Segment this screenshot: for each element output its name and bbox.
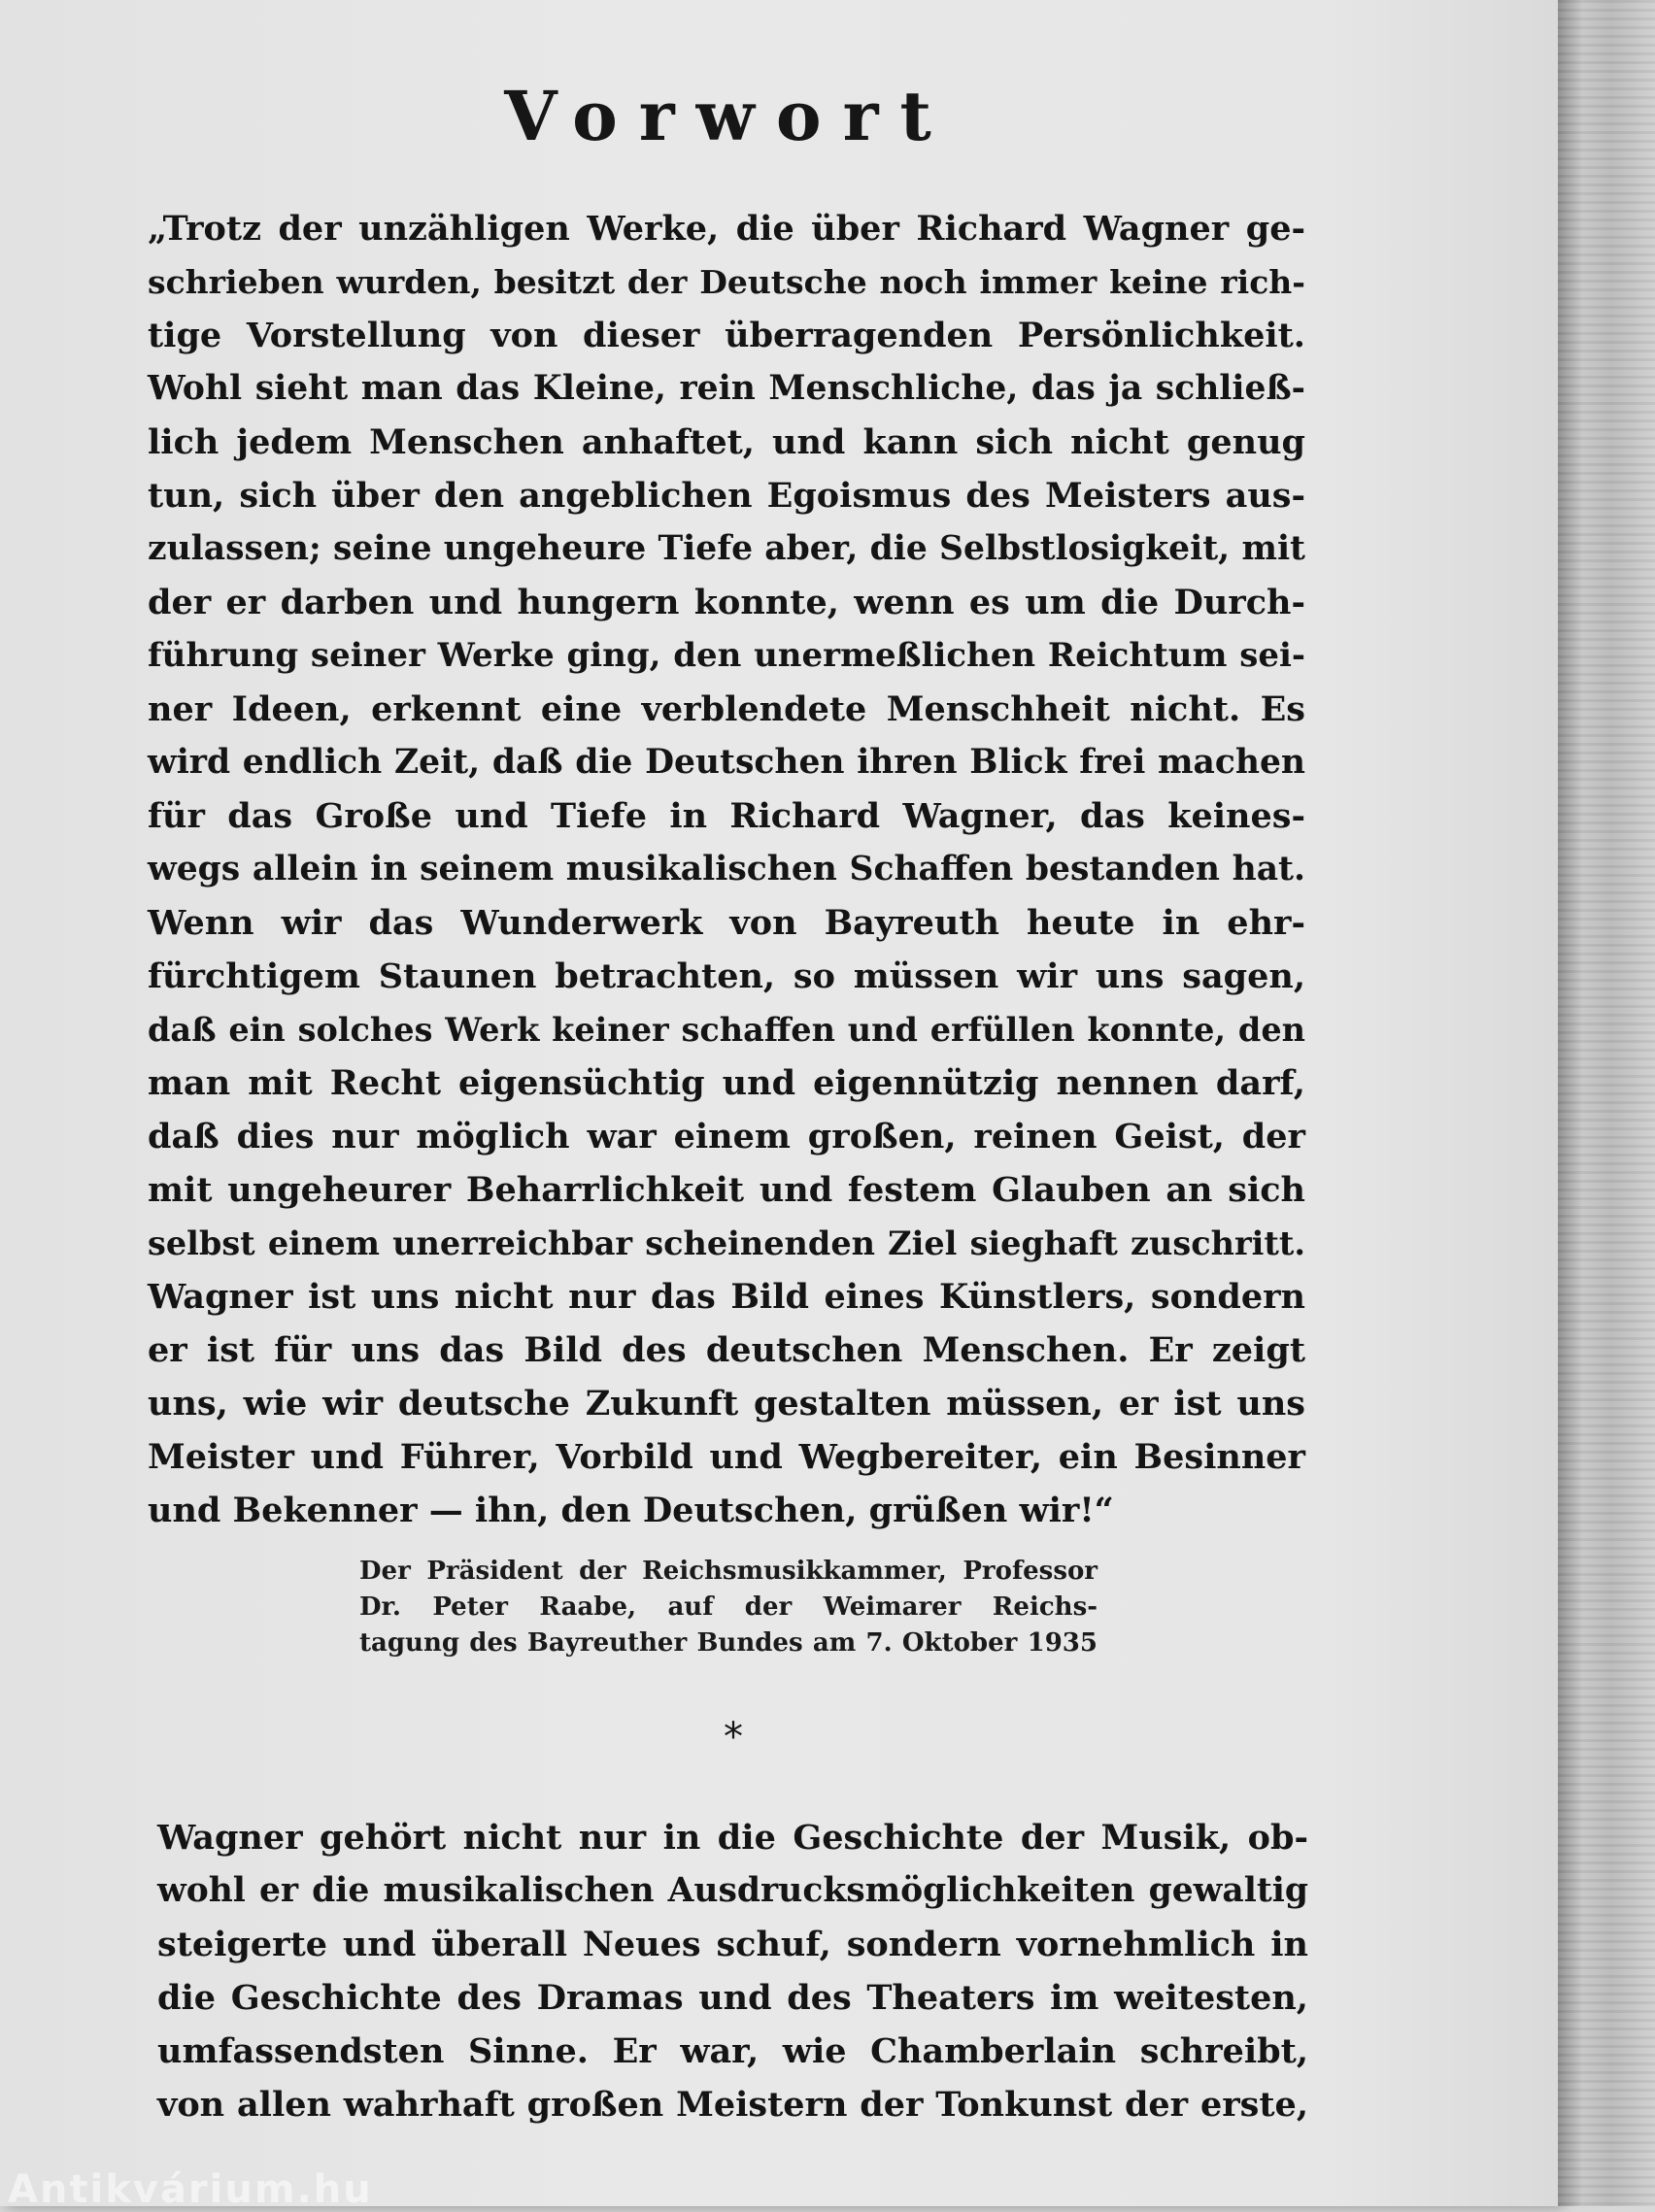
book-page-edge [1558, 0, 1655, 2206]
body-line: Wagner gehört nicht nur in die Geschichte der Musik, ob- [157, 1818, 1308, 1858]
quote-line: und Bekenner — ihn, den Deutschen, grüßen wir!“ [148, 1491, 1114, 1530]
section-separator: * [724, 1715, 743, 1760]
quote-line: mit ungeheurer Beharrlichkeit und festem Glauben an sich [148, 1170, 1305, 1210]
body-paragraph [157, 1811, 1308, 2131]
quote-line: fürchtigem Staunen betrachten, so müssen wir uns sagen, [148, 956, 1305, 996]
quote-line: ner Ideen, erkennt eine verblendete Menschheit nicht. Es [148, 689, 1305, 729]
quote-line: führung seiner Werke ging, den unermeßlichen Reichtum sei- [148, 636, 1305, 675]
quote-line: Wohl sieht man das Kleine, rein Menschliche, das ja schließ- [148, 369, 1305, 408]
quote-line: der er darben und hungern konnte, wenn es um die Durch- [148, 583, 1305, 622]
quote-line: uns, wie wir deutsche Zukunft gestalten müssen, er ist uns [148, 1384, 1305, 1424]
quote-paragraph [148, 202, 1305, 1537]
body-line: wohl er die musikalischen Ausdrucksmöglichkeiten gewaltig [157, 1871, 1308, 1910]
quote-line: tige Vorstellung von dieser überragenden Persönlichkeit. [148, 316, 1305, 355]
quote-line: zulassen; seine ungeheure Tiefe aber, die Selbstlosigkeit, mit [148, 529, 1305, 568]
quote-line: selbst einem unerreichbar scheinenden Ziel sieghaft zuschritt. [148, 1224, 1305, 1262]
quote-line: wird endlich Zeit, daß die Deutschen ihren Blick frei machen [148, 743, 1305, 782]
quote-line: lich jedem Menschen anhaftet, und kann sich nicht genug [148, 422, 1305, 462]
citation-line: Der Präsident der Reichsmusikkammer, Professor [359, 1557, 1098, 1586]
quote-line: tun, sich über den angeblichen Egoismus des Meisters aus- [148, 476, 1305, 516]
quote-line: schrieben wurden, besitzt der Deutsche noch immer keine rich- [148, 263, 1305, 301]
body-line: von allen wahrhaft großen Meistern der Tonkunst der erste, [157, 2085, 1308, 2125]
quote-citation [359, 1554, 1098, 1661]
quote-line: wegs allein in seinem musikalischen Schaffen bestanden hat. [148, 850, 1305, 888]
body-line: steigerte und überall Neues schuf, sondern vornehmlich in [157, 1925, 1308, 1964]
quote-line: man mit Recht eigensüchtig und eigennützig nennen darf, [148, 1063, 1305, 1103]
quote-line: Wenn wir das Wunderwerk von Bayreuth heute in ehr- [148, 903, 1305, 943]
citation-line: tagung des Bayreuther Bundes am 7. Oktober 1935 [359, 1628, 1098, 1658]
quote-line: „Trotz der unzähligen Werke, die über Richard Wagner ge- [148, 209, 1305, 249]
quote-line: Wagner ist uns nicht nur das Bild eines Künstlers, sondern [148, 1277, 1305, 1317]
quote-line: Meister und Führer, Vorbild und Wegbereiter, ein Besinner [148, 1437, 1305, 1477]
body-line: umfassendsten Sinne. Er war, wie Chamberlain schreibt, [157, 2031, 1308, 2071]
watermark: Antikvárium.hu [8, 2167, 373, 2212]
quote-line: daß dies nur möglich war einem großen, reinen Geist, der [148, 1117, 1305, 1156]
quote-line: daß ein solches Werk keiner schaffen und erfüllen konnte, den [148, 1011, 1305, 1049]
body-line: die Geschichte des Dramas und des Theaters im weitesten, [157, 1978, 1308, 2018]
page-title: Vorwort [504, 76, 953, 156]
quote-line: er ist für uns das Bild des deutschen Menschen. Er zeigt [148, 1330, 1305, 1370]
citation-line: Dr. Peter Raabe, auf der Weimarer Reichs- [359, 1592, 1098, 1622]
quote-line: für das Große und Tiefe in Richard Wagner, das keines- [148, 796, 1305, 836]
